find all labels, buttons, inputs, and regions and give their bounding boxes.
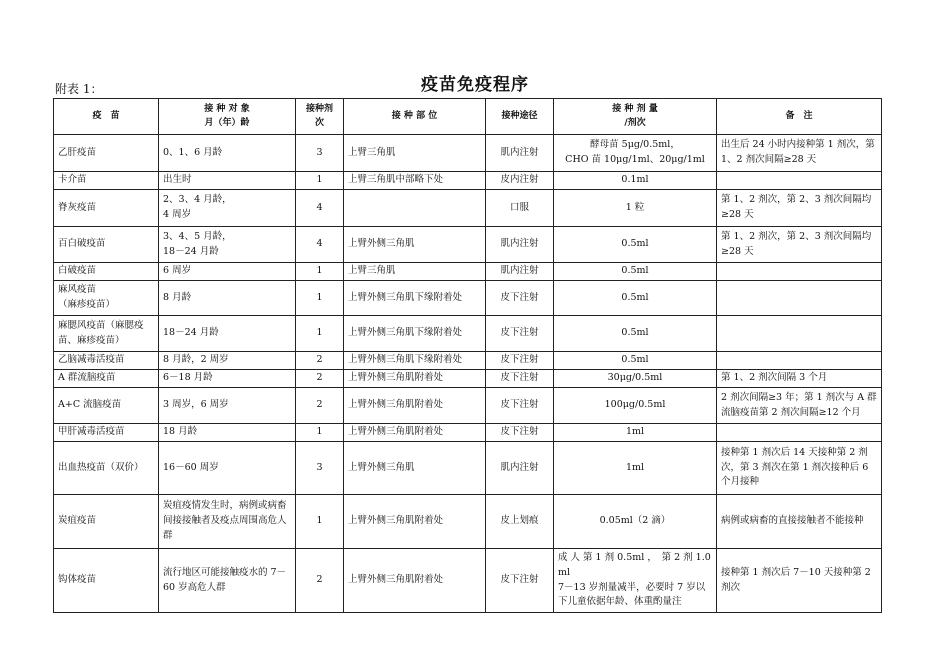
age-cell: 8 月龄: [159, 281, 296, 316]
header-doses: 接种剂 次: [296, 99, 344, 135]
route-cell: 肌内注射: [486, 263, 554, 281]
site-cell: 上臂外侧三角肌下缘附着处: [344, 352, 486, 370]
doses-cell: 1: [296, 281, 344, 316]
age-cell: 3、4、5 月龄， 18－24 月龄: [159, 227, 296, 263]
vaccine-cell: 甲肝减毒活疫苗: [54, 424, 159, 442]
table-row: [54, 352, 882, 370]
dosage-cell: 1 粒: [554, 190, 717, 227]
doses-cell: 1: [296, 495, 344, 549]
doses-cell: 3: [296, 442, 344, 495]
notes-cell: [717, 316, 882, 352]
vaccine-cell: 乙脑减毒活疫苗: [54, 352, 159, 370]
vaccine-cell: A+C 流脑疫苗: [54, 388, 159, 424]
dosage-cell: 1ml: [554, 442, 717, 495]
notes-cell: 出生后 24 小时内接种第 1 剂次，第 1、2 剂次间隔≥28 天: [717, 135, 882, 172]
site-cell: 上臂外侧三角肌下缘附着处: [344, 316, 486, 352]
vaccine-cell: 卡介苗: [54, 172, 159, 190]
table-row: [54, 442, 882, 495]
table-row: [54, 388, 882, 424]
age-cell: 出生时: [159, 172, 296, 190]
header-dosage: 接 种 剂 量 /剂次: [554, 99, 717, 135]
header-vaccine: 疫 苗: [54, 99, 159, 135]
dosage-cell: 30μg/0.5ml: [554, 370, 717, 388]
dosage-cell: 100μg/0.5ml: [554, 388, 717, 424]
notes-cell: [717, 352, 882, 370]
notes-cell: 病例或病畜的直接接触者不能接种: [717, 495, 882, 549]
table-row: [54, 135, 882, 172]
dosage-cell: 酵母苗 5μg/0.5ml， CHO 苗 10μg/1ml、20μg/1ml: [554, 135, 717, 172]
site-cell: 上臂外侧三角肌附着处: [344, 370, 486, 388]
age-cell: 2、3、4 月龄， 4 周岁: [159, 190, 296, 227]
site-cell: 上臂外侧三角肌下缘附着处: [344, 281, 486, 316]
header-route: 接种途径: [486, 99, 554, 135]
notes-cell: 第 1、2 剂次，第 2、3 剂次间隔均≥28 天: [717, 227, 882, 263]
appendix-label: 附表 1：: [55, 82, 103, 96]
notes-cell: [717, 281, 882, 316]
notes-cell: [717, 172, 882, 190]
site-cell: [344, 190, 486, 227]
vaccine-cell: 百白破疫苗: [54, 227, 159, 263]
vaccine-cell: 出血热疫苗（双价）: [54, 442, 159, 495]
doses-cell: 2: [296, 370, 344, 388]
header-site: 接 种 部 位: [344, 99, 486, 135]
site-cell: 上臂外侧三角肌附着处: [344, 495, 486, 549]
doses-cell: 2: [296, 388, 344, 424]
notes-cell: 接种第 1 剂次后 7－10 天接种第 2 剂次: [717, 549, 882, 613]
table-row: [54, 281, 882, 316]
age-cell: 8 月龄，2 周岁: [159, 352, 296, 370]
route-cell: 皮下注射: [486, 388, 554, 424]
route-cell: 皮下注射: [486, 352, 554, 370]
route-cell: 皮下注射: [486, 316, 554, 352]
route-cell: 皮下注射: [486, 549, 554, 613]
doses-cell: 1: [296, 172, 344, 190]
doses-cell: 4: [296, 227, 344, 263]
age-cell: 3 周岁，6 周岁: [159, 388, 296, 424]
age-cell: 流行地区可能接触疫水的 7－60 岁高危人群: [159, 549, 296, 613]
dosage-cell: 0.5ml: [554, 352, 717, 370]
route-cell: 口服: [486, 190, 554, 227]
notes-cell: [717, 263, 882, 281]
site-cell: 上臂三角肌: [344, 263, 486, 281]
site-cell: 上臂外侧三角肌附着处: [344, 424, 486, 442]
dosage-cell: 成 人 第 1 剂 0.5ml ， 第 2 剂 1.0ml 7－13 岁剂量减半，必要时 7 岁以下儿童依据年龄、体重酌量注: [554, 549, 717, 613]
dosage-cell: 0.5ml: [554, 316, 717, 352]
route-cell: 肌内注射: [486, 227, 554, 263]
route-cell: 肌内注射: [486, 135, 554, 172]
site-cell: 上臂外侧三角肌附着处: [344, 388, 486, 424]
doses-cell: 2: [296, 352, 344, 370]
dosage-cell: 1ml: [554, 424, 717, 442]
doses-cell: 2: [296, 549, 344, 613]
age-cell: 6－18 月龄: [159, 370, 296, 388]
site-cell: 上臂外侧三角肌: [344, 442, 486, 495]
table-row: [54, 190, 882, 227]
age-cell: 16－60 周岁: [159, 442, 296, 495]
route-cell: 皮下注射: [486, 281, 554, 316]
table-row: [54, 316, 882, 352]
age-cell: 6 周岁: [159, 263, 296, 281]
dosage-cell: 0.5ml: [554, 263, 717, 281]
table-row: [54, 424, 882, 442]
table-row: [54, 172, 882, 190]
table-header-row: [54, 99, 882, 135]
vaccine-cell: 脊灰疫苗: [54, 190, 159, 227]
dosage-cell: 0.05ml（2 滴）: [554, 495, 717, 549]
route-cell: 皮下注射: [486, 424, 554, 442]
site-cell: 上臂三角肌中部略下处: [344, 172, 486, 190]
table-row: [54, 227, 882, 263]
table-row: [54, 370, 882, 388]
doses-cell: 1: [296, 424, 344, 442]
vaccine-cell: 炭疽疫苗: [54, 495, 159, 549]
header-notes: 备 注: [717, 99, 882, 135]
notes-cell: 第 1、2 剂次，第 2、3 剂次间隔均≥28 天: [717, 190, 882, 227]
vaccine-cell: 钩体疫苗: [54, 549, 159, 613]
vaccine-cell: 乙肝疫苗: [54, 135, 159, 172]
route-cell: 皮下注射: [486, 370, 554, 388]
site-cell: 上臂三角肌: [344, 135, 486, 172]
site-cell: 上臂外侧三角肌附着处: [344, 549, 486, 613]
route-cell: 皮上划痕: [486, 495, 554, 549]
notes-cell: 2 剂次间隔≥3 年；第 1 剂次与 A 群流脑疫苗第 2 剂次间隔≥12 个月: [717, 388, 882, 424]
notes-cell: 第 1、2 剂次间隔 3 个月: [717, 370, 882, 388]
doses-cell: 3: [296, 135, 344, 172]
table-row: [54, 263, 882, 281]
age-cell: 18－24 月龄: [159, 316, 296, 352]
vaccine-cell: 麻腮风疫苗（麻腮疫苗、麻疹疫苗）: [54, 316, 159, 352]
doses-cell: 4: [296, 190, 344, 227]
dosage-cell: 0.5ml: [554, 281, 717, 316]
vaccine-schedule-table: [53, 98, 882, 613]
header-age: 接 种 对 象 月（年）龄: [159, 99, 296, 135]
doses-cell: 1: [296, 316, 344, 352]
dosage-cell: 0.5ml: [554, 227, 717, 263]
document-title: 疫苗免疫程序: [421, 75, 529, 95]
vaccine-cell: 白破疫苗: [54, 263, 159, 281]
age-cell: 炭疽疫情发生时，病例或病畜间接接触者及疫点周围高危人群: [159, 495, 296, 549]
dosage-cell: 0.1ml: [554, 172, 717, 190]
site-cell: 上臂外侧三角肌: [344, 227, 486, 263]
route-cell: 皮内注射: [486, 172, 554, 190]
age-cell: 18 月龄: [159, 424, 296, 442]
doses-cell: 1: [296, 263, 344, 281]
vaccine-cell: 麻风疫苗 （麻疹疫苗）: [54, 281, 159, 316]
route-cell: 肌内注射: [486, 442, 554, 495]
age-cell: 0、1、6 月龄: [159, 135, 296, 172]
notes-cell: [717, 424, 882, 442]
vaccine-cell: A 群流脑疫苗: [54, 370, 159, 388]
table-row: [54, 549, 882, 613]
notes-cell: 接种第 1 剂次后 14 天接种第 2 剂次，第 3 剂次在第 1 剂次接种后 6 个月接种: [717, 442, 882, 495]
table-row: [54, 495, 882, 549]
